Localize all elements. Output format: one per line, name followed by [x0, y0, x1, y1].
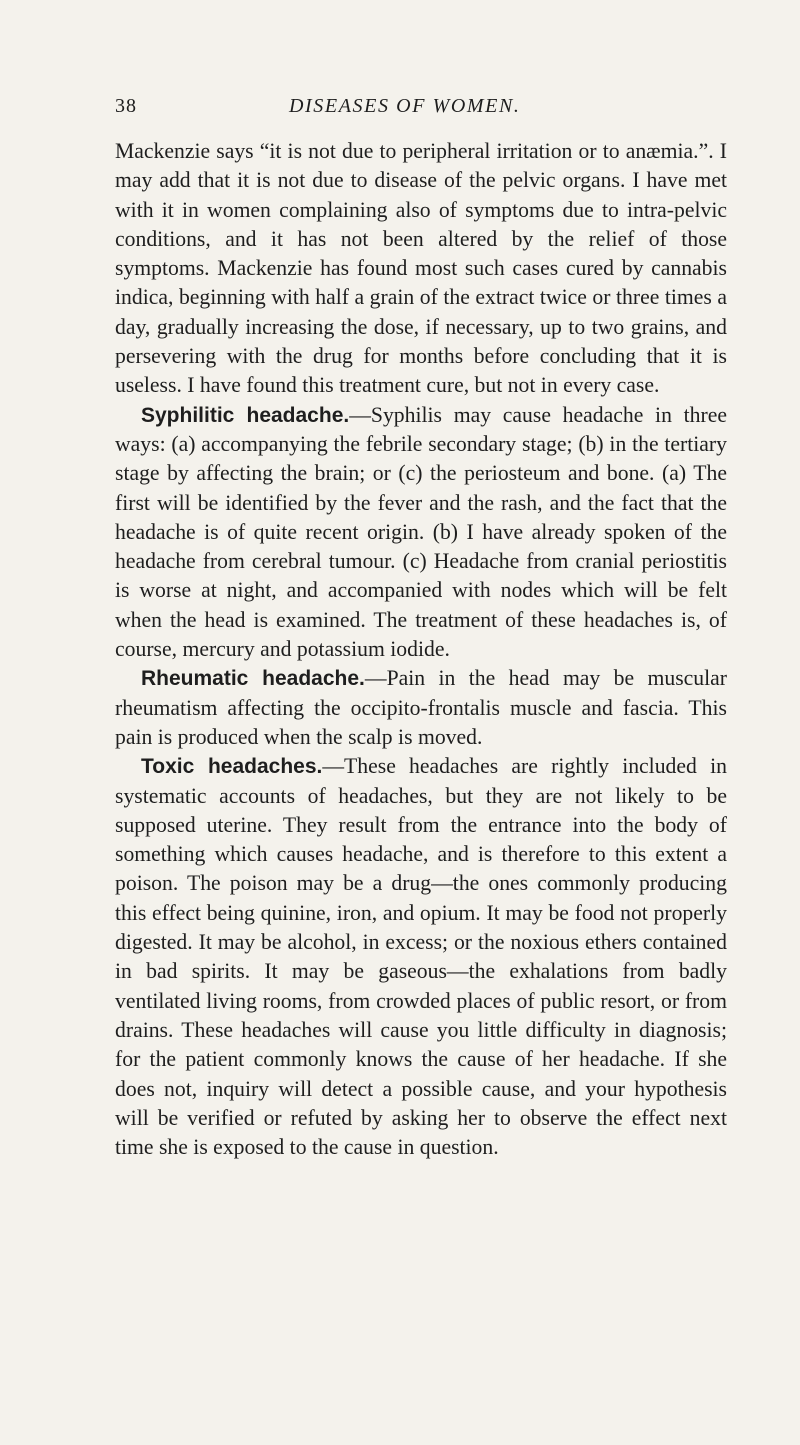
running-header — [115, 95, 727, 125]
running-title: DISEASES OF WOMEN. — [289, 95, 521, 117]
text-body — [115, 137, 727, 1162]
paragraph-syphilitic-headache — [115, 401, 727, 665]
section-heading-rheumatic: Rheumatic headache. — [141, 667, 365, 691]
paragraph-text: —Pain in the head may be muscular rheumatism affecting the occipito-frontalis muscle and fascia. This pain is produced when the scalp is moved. — [115, 666, 728, 749]
paragraph-rheumatic-headache — [115, 664, 727, 752]
paragraph-toxic-headaches — [115, 752, 727, 1162]
paragraph-text: —These headaches are rightly included in systematic accounts of headaches, but they are not likely to be supposed uterine. They result from the entrance into the body of something which causes headache, and is therefore to this extent a poison. The poison may be a drug—the ones commonly producing this effect being quinine, iron, and opium. It may be food not properly digested. It may be alcohol, in excess; or the noxious ethers contained in bad spirits. It may be gaseous—the exhalations from badly ventilated living rooms, from crowded places of public resort, or from drains. These headaches will cause you little difficulty in diagnosis; for the patient commonly knows the cause of her headache. If she does not, inquiry will detect a possible cause, and your hypothesis will be verified or refuted by asking her to observe the effect next time she is exposed to the cause in question. — [115, 754, 727, 1160]
book-page — [115, 95, 727, 1162]
paragraph-text: —Syphilis may cause headache in three ways: (a) accompanying the febrile secondary stage; (b) in the tertiary stage by affecting the brain; or (c) the periosteum and bone. (a) The first will be identified by the fever and the rash, and the fact that the headache is of quite recent origin. (b) I have already spoken of the headache from cerebral tumour. (c) Headache from cranial periostitis is worse at night, and accompanied with nodes which will be felt when the head is examined. The treatment of these headaches is, of course, mercury and potassium iodide. — [115, 402, 727, 662]
paragraph-mackenzie — [115, 137, 727, 401]
paragraph-text: Mackenzie says “it is not due to peripheral irritation or to anæmia.”. I may add that it is not due to disease of the pelvic organs. I have met with it in women complaining also of symptoms due to intra-pelvic conditions, and it has not been altered by the relief of those symptoms. Mackenzie has found most such cases cured by cannabis indica, beginning with half a grain of the extract twice or three times a day, gradually increasing the dose, if necessary, up to two grains, and persevering with the drug for months before concluding that it is useless. I have found this treatment cure, but not in every case. — [115, 139, 727, 398]
section-heading-toxic: Toxic headaches. — [141, 755, 323, 779]
section-heading-syphilitic: Syphilitic headache. — [141, 403, 350, 427]
page-number: 38 — [115, 95, 137, 117]
